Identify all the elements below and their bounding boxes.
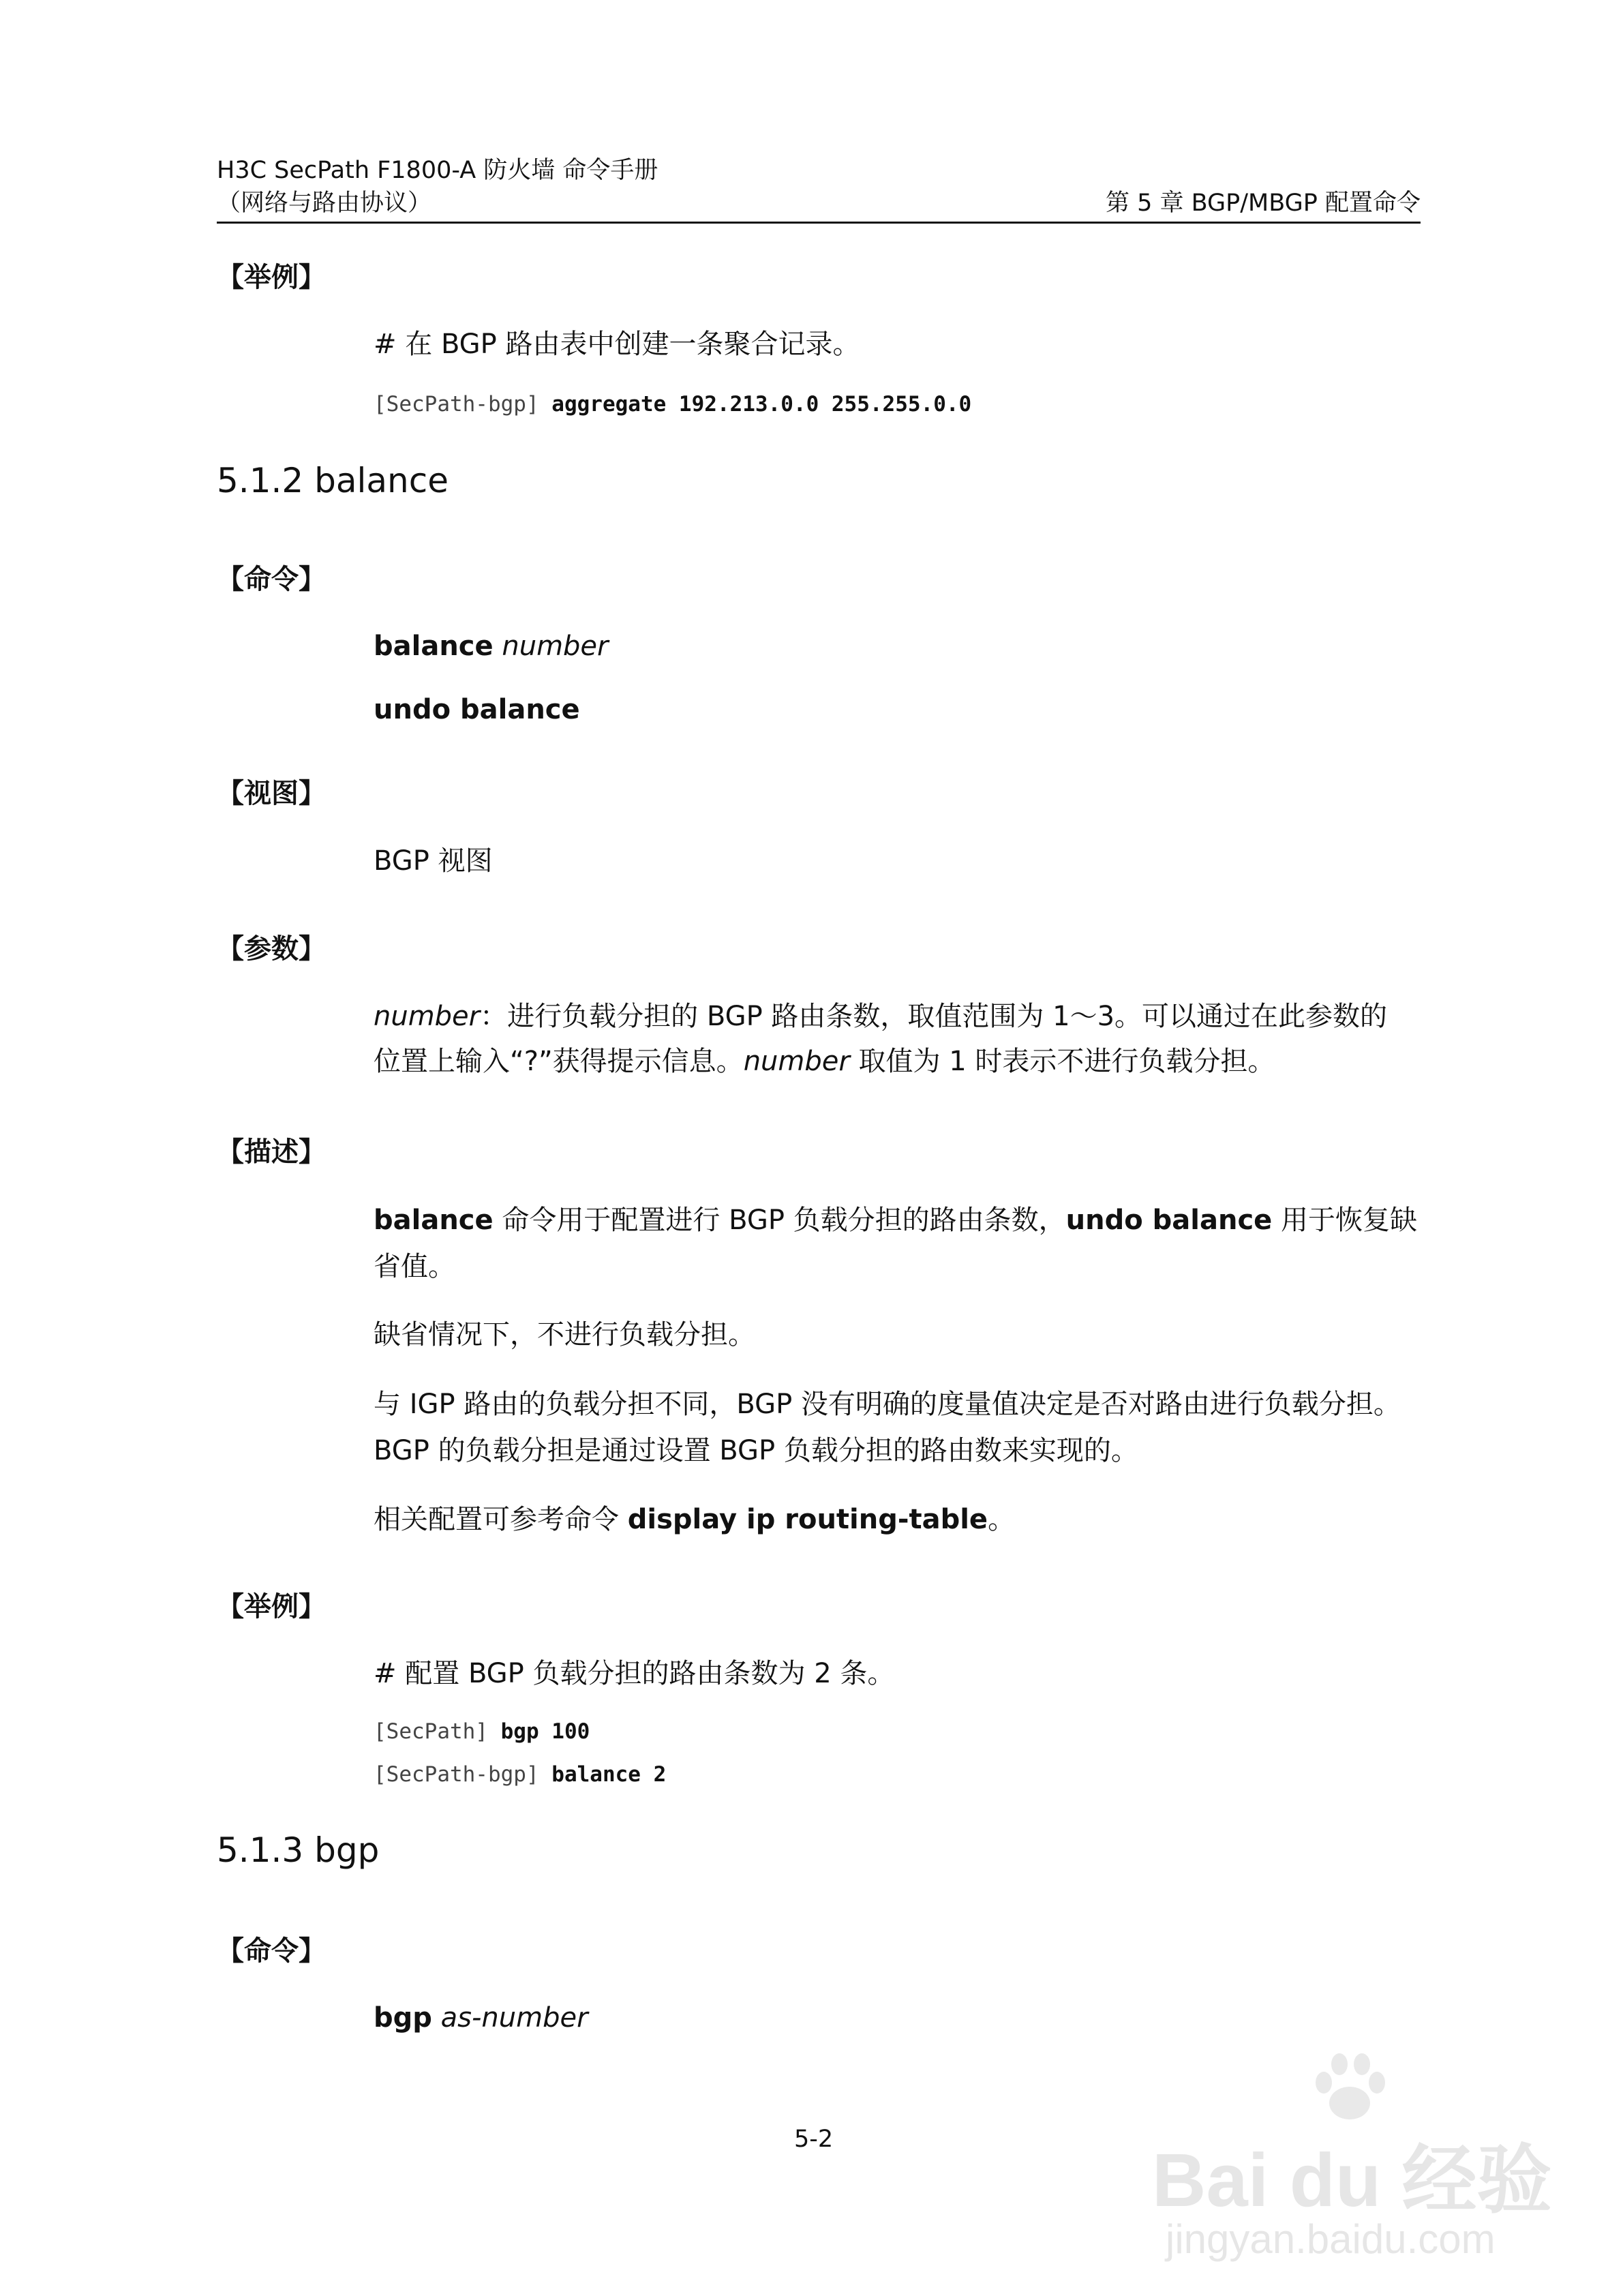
desc-text-2: 用于恢复缺省值。	[374, 1205, 1418, 1282]
desc-para-4	[374, 1497, 1015, 1542]
param-line-1	[374, 994, 1387, 1039]
code-line-2	[374, 1762, 666, 1787]
header-chapter: 第 5 章 BGP/MBGP 配置命令	[1105, 190, 1421, 217]
section-view-label: 【视图】	[217, 778, 326, 809]
command-argument: number	[493, 631, 609, 662]
code-line	[374, 392, 971, 417]
section-desc-label: 【描述】	[217, 1136, 326, 1168]
param-desc: ：进行负载分担的 BGP 路由条数，取值范围为 1～3。可以通过在此参数的	[480, 1001, 1388, 1032]
section-heading-5-1-3: 5.1.3 bgp	[217, 1830, 380, 1870]
undo-command-keyword: undo balance	[374, 694, 580, 725]
header-title: H3C SecPath F1800-A 防火墙 命令手册	[217, 157, 658, 184]
section-command-label: 【命令】	[217, 564, 326, 595]
section-params-label: 【参数】	[217, 933, 326, 965]
section-example-label: 【举例】	[217, 262, 326, 293]
code-line-1	[374, 1719, 590, 1744]
desc-text-1: 命令用于配置进行 BGP 负载分担的路由条数，	[493, 1205, 1066, 1236]
desc-related-command: display ip routing-table	[627, 1504, 988, 1535]
param-line-2	[374, 1039, 1275, 1084]
desc-keyword-1: balance	[374, 1205, 494, 1236]
section-command-label-2: 【命令】	[217, 1935, 326, 1967]
bgp-command-argument: as-number	[431, 2002, 588, 2034]
header-subtitle: （网络与路由协议）	[217, 190, 432, 217]
param-name-2: number	[743, 1046, 850, 1077]
baidu-watermark	[1152, 2052, 1552, 2277]
bgp-command-syntax	[374, 1995, 588, 2040]
watermark-brand: Bai du 经验	[1152, 2139, 1552, 2222]
param-desc-2a: 位置上输入“?”获得提示信息。	[374, 1046, 744, 1077]
desc-related-end: 。	[988, 1504, 1016, 1535]
section-heading-5-1-2: 5.1.2 balance	[217, 461, 449, 500]
command-keyword: balance	[374, 631, 494, 662]
desc-keyword-2: undo balance	[1065, 1205, 1273, 1236]
paw-icon	[1309, 2052, 1391, 2127]
desc-para-2: 缺省情况下，不进行负载分担。	[374, 1319, 755, 1350]
code-command: aggregate 192.213.0.0 255.255.0.0	[551, 392, 972, 417]
desc-para-3: 与 IGP 路由的负载分担不同，BGP 没有明确的度量值决定是否对路由进行负载分担。BGP 的负载分担是通过设置 BGP 负载分担的路由数来实现的。	[374, 1389, 1401, 1466]
bgp-command-keyword: bgp	[374, 2002, 432, 2034]
view-text: BGP 视图	[374, 845, 493, 877]
code-command-2: balance 2	[551, 1762, 667, 1787]
desc-para-1	[374, 1197, 1423, 1290]
undo-command-syntax	[374, 687, 580, 732]
code-prompt-2: [SecPath-bgp]	[374, 1762, 552, 1787]
watermark-url: jingyan.baidu.com	[1166, 2216, 1496, 2262]
desc-related-text: 相关配置可参考命令	[374, 1504, 628, 1535]
param-name: number	[374, 1001, 481, 1032]
page-number: 5-2	[794, 2126, 834, 2153]
command-syntax	[374, 624, 608, 669]
example-text: # 在 BGP 路由表中创建一条聚合记录。	[374, 329, 860, 360]
code-prompt-1: [SecPath]	[374, 1719, 501, 1744]
header-rule	[217, 222, 1421, 224]
code-command-1: bgp 100	[500, 1719, 590, 1744]
example-text-2: # 配置 BGP 负载分担的路由条数为 2 条。	[374, 1658, 895, 1689]
code-prompt: [SecPath-bgp]	[374, 392, 552, 417]
section-example-label-2: 【举例】	[217, 1591, 326, 1622]
param-desc-2b: 取值为 1 时表示不进行负载分担。	[849, 1046, 1275, 1077]
